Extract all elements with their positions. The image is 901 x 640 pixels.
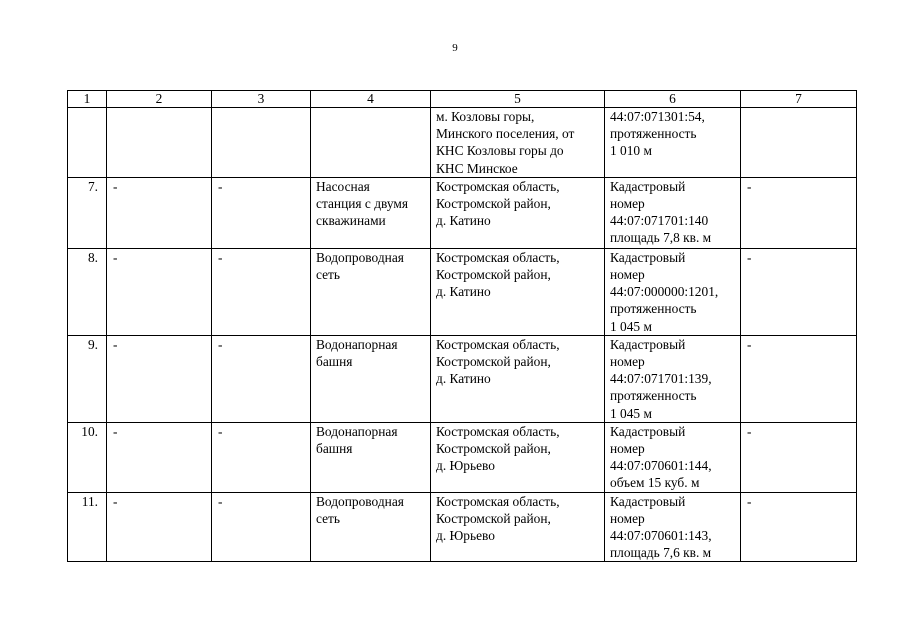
cell-line: Костромской район, <box>436 196 551 212</box>
cell-line: 44:07:071301:54, <box>610 109 705 124</box>
cell-line: 44:07:070601:144, <box>610 458 712 474</box>
name-cell <box>311 422 431 492</box>
cell-line: Костромская область, <box>436 178 560 194</box>
address-cell <box>431 248 605 335</box>
col7-cell: - <box>741 177 857 248</box>
col7-cell: - <box>741 335 857 422</box>
address-cell <box>431 335 605 422</box>
cell-line: номер <box>610 267 645 283</box>
cell-line: площадь 7,8 кв. м <box>610 230 712 246</box>
cell-line: Кадастровый <box>610 336 686 352</box>
row-number: 10. <box>68 422 107 492</box>
cell-line: 44:07:000000:1201, <box>610 284 719 300</box>
cell-line: Водонапорная <box>316 423 398 439</box>
cell-line: Костромская область, <box>436 336 560 352</box>
row-number: 8. <box>68 248 107 335</box>
cell-line: д. Катино <box>436 284 491 300</box>
cell-line: скважинами <box>316 213 386 229</box>
col3-cell: - <box>212 335 311 422</box>
cell-line: Кадастровый <box>610 423 686 439</box>
table-cell <box>741 108 857 178</box>
details-cell <box>605 422 741 492</box>
cell-line: номер <box>610 510 645 526</box>
name-cell <box>311 177 431 248</box>
cell-line: Кадастровый <box>610 178 686 194</box>
cell-line: 1 045 м <box>610 318 652 334</box>
table-row <box>68 335 857 422</box>
cell-line: площадь 7,6 кв. м <box>610 545 712 561</box>
cell-line: 44:07:070601:143, <box>610 528 712 544</box>
col3-cell: - <box>212 492 311 562</box>
table-header-row <box>68 91 857 108</box>
cell-line: д. Юрьево <box>436 458 495 474</box>
header-cell: 3 <box>212 91 311 108</box>
table-cell <box>212 108 311 178</box>
cell-line: Кадастровый <box>610 249 686 265</box>
cell-line: д. Катино <box>436 213 491 229</box>
table-row <box>68 492 857 562</box>
cell-line: сеть <box>316 267 341 283</box>
header-cell: 1 <box>68 91 107 108</box>
cell-line: Кадастровый <box>610 493 686 509</box>
header-cell: 7 <box>741 91 857 108</box>
col3-cell: - <box>212 248 311 335</box>
col2-cell: - <box>107 248 212 335</box>
address-cell <box>431 492 605 562</box>
cell-line: номер <box>610 441 645 457</box>
cell-line: Костромской район, <box>436 267 551 283</box>
table-row <box>68 248 857 335</box>
cell-line: КНС Козловы горы до <box>436 143 564 159</box>
row-number: 9. <box>68 335 107 422</box>
header-cell: 2 <box>107 91 212 108</box>
cell-line: башня <box>316 354 353 370</box>
cell-line: д. Катино <box>436 371 491 387</box>
name-cell <box>311 335 431 422</box>
continuation-row <box>68 108 857 178</box>
cell-line: Костромской район, <box>436 354 551 370</box>
cell-line: м. Козловы горы, <box>436 109 535 124</box>
col3-cell: - <box>212 177 311 248</box>
cell-line: Водопроводная <box>316 493 404 509</box>
cell-line: номер <box>610 354 645 370</box>
table-cell <box>68 108 107 178</box>
cell-line: Костромская область, <box>436 249 560 265</box>
details-cell <box>605 335 741 422</box>
cell-line: Костромской район, <box>436 441 551 457</box>
address-cell <box>431 177 605 248</box>
cell-line: Водопроводная <box>316 249 404 265</box>
col3-cell: - <box>212 422 311 492</box>
cell-line: 44:07:071701:140 <box>610 213 709 229</box>
page-number: 9 <box>452 42 458 54</box>
cell-line: объем 15 куб. м <box>610 475 700 491</box>
cell-line: Насосная <box>316 178 370 194</box>
cell-line: протяженность <box>610 388 697 404</box>
cell-line: Костромская область, <box>436 493 560 509</box>
col7-cell: - <box>741 422 857 492</box>
col2-cell: - <box>107 177 212 248</box>
cell-line: протяженность <box>610 301 697 317</box>
col7-cell: - <box>741 248 857 335</box>
cell-line: 44:07:071701:139, <box>610 371 712 387</box>
details-cell <box>605 248 741 335</box>
registry-table <box>67 90 857 562</box>
cell-line: д. Юрьево <box>436 528 495 544</box>
cell-line: Костромской район, <box>436 510 551 526</box>
address-cell <box>431 108 605 178</box>
table-row <box>68 177 857 248</box>
col2-cell: - <box>107 492 212 562</box>
col7-cell: - <box>741 492 857 562</box>
cell-line: сеть <box>316 510 341 526</box>
cell-line: Костромская область, <box>436 423 560 439</box>
details-cell <box>605 108 741 178</box>
cell-line: Минского поселения, от <box>436 126 575 142</box>
header-cell: 4 <box>311 91 431 108</box>
cell-line: протяженность <box>610 126 697 142</box>
table-row <box>68 422 857 492</box>
cell-line: башня <box>316 441 353 457</box>
row-number: 7. <box>68 177 107 248</box>
col2-cell: - <box>107 335 212 422</box>
details-cell <box>605 177 741 248</box>
header-cell: 6 <box>605 91 741 108</box>
cell-line: номер <box>610 196 645 212</box>
table-cell <box>311 108 431 178</box>
cell-line: Водонапорная <box>316 336 398 352</box>
table-cell <box>107 108 212 178</box>
name-cell <box>311 248 431 335</box>
cell-line: станция с двумя <box>316 196 409 212</box>
header-cell: 5 <box>431 91 605 108</box>
cell-line: 1 045 м <box>610 405 652 421</box>
cell-line: 1 010 м <box>610 143 652 159</box>
address-cell <box>431 422 605 492</box>
cell-line: КНС Минское <box>436 160 518 176</box>
details-cell <box>605 492 741 562</box>
row-number: 11. <box>68 492 107 562</box>
name-cell <box>311 492 431 562</box>
col2-cell: - <box>107 422 212 492</box>
